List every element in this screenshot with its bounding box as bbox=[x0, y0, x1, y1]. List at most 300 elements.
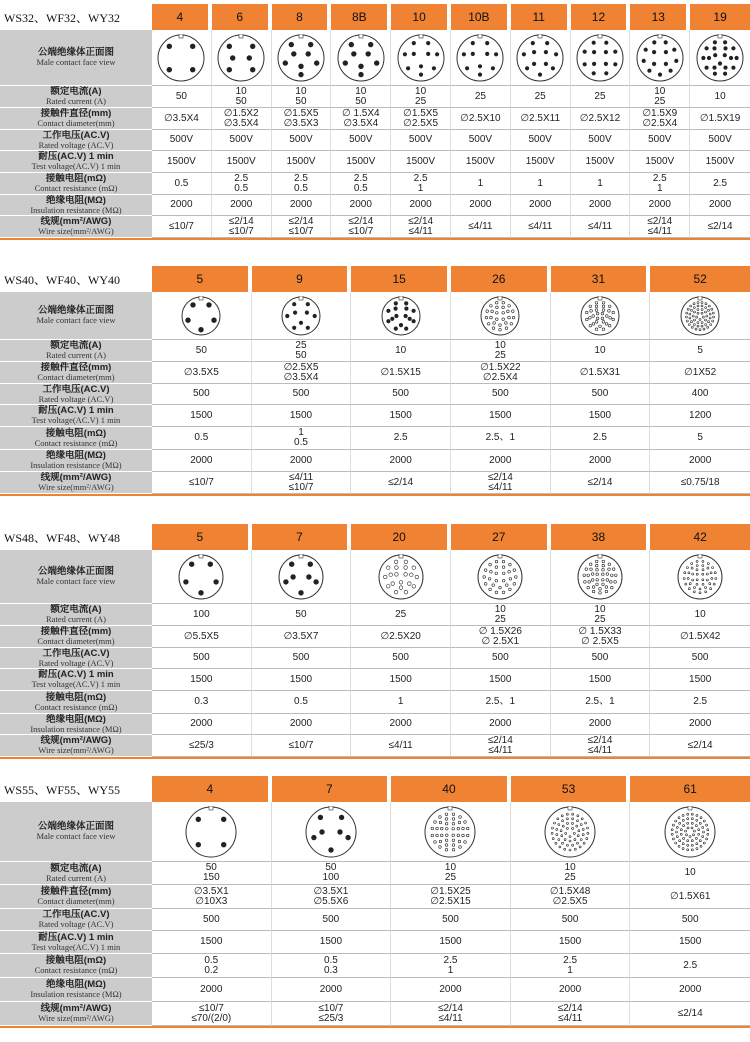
face-view-label bbox=[0, 292, 152, 340]
pin-dot bbox=[585, 311, 588, 314]
voltage-value: 500 bbox=[152, 909, 272, 931]
pin-dot bbox=[702, 568, 704, 570]
pin-dot bbox=[299, 72, 304, 77]
resistance-value: 1 bbox=[451, 173, 511, 195]
voltage-value: 500 bbox=[451, 384, 551, 405]
pin-dot bbox=[467, 834, 470, 837]
pin-dot bbox=[502, 311, 505, 314]
test-value: 1500 bbox=[650, 669, 750, 691]
pin-dot bbox=[565, 832, 567, 834]
pin-dot bbox=[386, 309, 390, 313]
wire-label bbox=[0, 735, 152, 757]
pin-dot bbox=[687, 826, 689, 828]
pin-dot bbox=[459, 821, 462, 824]
pin-dot bbox=[701, 304, 703, 306]
pin-dot bbox=[374, 60, 379, 65]
label-en: Contact diameter(mm) bbox=[37, 896, 115, 906]
pin-dot bbox=[614, 574, 617, 577]
insulation-value: 2000 bbox=[252, 714, 352, 735]
voltage-value: 500 bbox=[152, 384, 252, 405]
label-cn: 工作电压(AC.V) bbox=[42, 909, 110, 920]
diameter-value: ∅2.5X5 ∅3.5X4 bbox=[252, 362, 352, 384]
pin-dot bbox=[506, 583, 509, 586]
pin-dot bbox=[713, 71, 717, 75]
pin-dot bbox=[589, 316, 592, 319]
pin-dot bbox=[595, 564, 598, 567]
pin-dot bbox=[471, 41, 475, 45]
diameter-value: ∅2.5X11 bbox=[511, 108, 571, 130]
pin-dot bbox=[404, 590, 408, 594]
spec-table bbox=[0, 524, 750, 757]
test-label bbox=[0, 669, 152, 691]
spec-row-insulation bbox=[0, 195, 750, 216]
test-value: 1500 bbox=[451, 405, 551, 427]
pin-dot bbox=[610, 586, 613, 589]
pin-dot bbox=[184, 579, 189, 584]
pin-dot bbox=[711, 577, 713, 579]
pin-dot bbox=[580, 823, 582, 825]
pin-dot bbox=[440, 821, 443, 824]
pin-count-header: 10 bbox=[391, 4, 451, 30]
resistance-value: 2.5、1 bbox=[451, 427, 551, 450]
label-en: Contact resistance (mΩ) bbox=[34, 183, 118, 193]
pin-dot bbox=[713, 583, 715, 585]
label-en: Wire size(mm²/AWG) bbox=[38, 482, 114, 492]
resistance-value: 1 0.5 bbox=[252, 427, 352, 450]
pin-count-header: 9 bbox=[252, 266, 352, 292]
diameter-value: ∅1.5X9 ∅2.5X4 bbox=[630, 108, 690, 130]
diameter-value: ∅2.5X10 bbox=[451, 108, 511, 130]
pin-dot bbox=[601, 578, 604, 581]
voltage-value: 500V bbox=[331, 130, 391, 151]
pin-dot bbox=[676, 826, 678, 828]
label-cn: 线规(mm²/AWG) bbox=[40, 216, 112, 227]
pin-dot bbox=[412, 52, 416, 56]
pin-dot bbox=[602, 305, 605, 308]
pin-dot bbox=[446, 843, 449, 846]
pin-dot bbox=[702, 826, 704, 828]
pin-dot bbox=[495, 52, 499, 56]
diameter-value: ∅1.5X48 ∅2.5X5 bbox=[511, 885, 631, 909]
pin-dot bbox=[227, 43, 232, 48]
label-cn: 公端绝缘体正面图 bbox=[37, 566, 114, 577]
pin-dot bbox=[495, 579, 498, 582]
diameter-value: ∅1.5X42 bbox=[650, 626, 750, 648]
pin-dot bbox=[572, 844, 574, 846]
pin-dot bbox=[306, 302, 310, 306]
pin-dot bbox=[587, 574, 590, 577]
voltage-label bbox=[0, 384, 152, 405]
pin-dot bbox=[602, 564, 605, 567]
pin-dot bbox=[601, 312, 604, 315]
label-en: Rated voltage (AC.V) bbox=[38, 657, 114, 668]
pin-dot bbox=[544, 62, 548, 66]
pin-dot bbox=[394, 572, 398, 576]
test-value: 1500V bbox=[451, 151, 511, 173]
contact-face-diagram bbox=[551, 292, 651, 340]
test-value: 1500 bbox=[551, 669, 651, 691]
voltage-label bbox=[0, 130, 152, 151]
test-value: 1500V bbox=[571, 151, 631, 173]
pin-dot bbox=[702, 560, 704, 562]
resistance-value: 2.5 bbox=[690, 173, 750, 195]
spec-row-wire bbox=[0, 1002, 750, 1026]
test-value: 1500 bbox=[451, 669, 551, 691]
pin-dot bbox=[664, 40, 668, 44]
wire-value: ≤2/14 ≤4/11 bbox=[551, 735, 651, 757]
pin-dot bbox=[705, 586, 707, 588]
pin-dot bbox=[713, 316, 715, 318]
pin-dot bbox=[682, 819, 684, 821]
pin-dot bbox=[368, 42, 373, 47]
pin-dot bbox=[664, 50, 668, 54]
pin-dot bbox=[680, 828, 682, 830]
pin-dot bbox=[366, 51, 371, 56]
insulation-value: 2000 bbox=[511, 195, 571, 216]
pin-dot bbox=[313, 314, 317, 318]
diameter-value: ∅1.5X61 bbox=[630, 885, 750, 909]
pin-dot bbox=[446, 817, 449, 820]
pin-dot bbox=[592, 71, 596, 75]
pin-dot bbox=[601, 317, 604, 320]
pin-dot bbox=[694, 319, 696, 321]
pin-dot bbox=[409, 572, 413, 576]
insulation-label bbox=[0, 978, 152, 1002]
wire-value: ≤2/14 bbox=[551, 472, 651, 494]
voltage-value: 500 bbox=[551, 648, 651, 669]
connector-face-icon bbox=[381, 296, 421, 336]
contact-face-diagram bbox=[212, 30, 272, 86]
pin-dot bbox=[394, 565, 398, 569]
pin-dot bbox=[675, 820, 677, 822]
resistance-value: 2.5 bbox=[630, 954, 750, 978]
pin-dot bbox=[682, 842, 684, 844]
pin-dot bbox=[595, 560, 598, 563]
pin-dot bbox=[689, 317, 691, 319]
pin-dot bbox=[673, 837, 675, 839]
label-cn: 公端绝缘体正面图 bbox=[37, 305, 114, 316]
series-title: WS48、WF48、WY48 bbox=[0, 524, 152, 550]
pin-dot bbox=[569, 840, 571, 842]
pin-dot bbox=[683, 577, 685, 579]
pin-dot bbox=[671, 833, 673, 835]
insulation-value: 2000 bbox=[152, 450, 252, 472]
voltage-value: 500 bbox=[351, 384, 451, 405]
voltage-value: 500 bbox=[650, 648, 750, 669]
label-en: Wire size(mm²/AWG) bbox=[38, 745, 114, 755]
pin-dot bbox=[572, 827, 574, 829]
pin-dot bbox=[386, 584, 390, 588]
pin-dot bbox=[485, 316, 488, 319]
test-value: 1500V bbox=[272, 151, 332, 173]
pin-dot bbox=[679, 822, 681, 824]
pin-dot bbox=[703, 820, 705, 822]
wire-value: ≤2/14 ≤4/11 bbox=[391, 1002, 511, 1026]
pin-dot bbox=[561, 814, 563, 816]
pin-dot bbox=[577, 814, 579, 816]
pin-dot bbox=[609, 316, 612, 319]
pin-dot bbox=[383, 575, 387, 579]
pin-dot bbox=[411, 319, 415, 323]
spec-row-insulation bbox=[0, 714, 750, 735]
insulation-value: 2000 bbox=[650, 450, 750, 472]
pin-dot bbox=[415, 575, 419, 579]
pin-dot bbox=[680, 833, 682, 835]
connector-face-icon bbox=[305, 806, 357, 858]
pin-dot bbox=[573, 832, 575, 834]
pin-dot bbox=[559, 845, 561, 847]
resistance-value: 0.3 bbox=[152, 691, 252, 714]
pin-dot bbox=[412, 565, 416, 569]
pin-dot bbox=[683, 824, 685, 826]
label-en: Rated current (A) bbox=[46, 96, 106, 106]
current-value: 50 bbox=[252, 604, 352, 626]
pin-dot bbox=[613, 49, 617, 53]
pin-dot bbox=[691, 562, 693, 564]
insulation-value: 2000 bbox=[391, 978, 511, 1002]
pin-dot bbox=[707, 562, 709, 564]
pin-dot bbox=[446, 839, 449, 842]
pin-dot bbox=[582, 828, 584, 830]
pin-dot bbox=[701, 312, 703, 314]
test-value: 1500 bbox=[252, 669, 352, 691]
resistance-value: 0.5 0.2 bbox=[152, 954, 272, 978]
pin-dot bbox=[711, 308, 713, 310]
current-value: 50 100 bbox=[272, 862, 392, 885]
pin-dot bbox=[222, 816, 227, 821]
pin-dot bbox=[686, 320, 688, 322]
pin-dot bbox=[701, 321, 703, 323]
pin-count-header: 7 bbox=[272, 776, 392, 802]
pin-dot bbox=[196, 842, 201, 847]
contact-face-diagram bbox=[351, 550, 451, 604]
pin-dot bbox=[532, 62, 536, 66]
pin-dot bbox=[479, 72, 483, 76]
pin-dot bbox=[687, 817, 689, 819]
current-value: 100 bbox=[152, 604, 252, 626]
pin-dot bbox=[453, 822, 456, 825]
pin-dot bbox=[499, 586, 502, 589]
pin-dot bbox=[678, 816, 680, 818]
current-value: 10 bbox=[551, 340, 651, 362]
contact-face-diagram bbox=[650, 550, 750, 604]
connector-face-icon bbox=[185, 806, 237, 858]
pin-dot bbox=[490, 570, 493, 573]
label-en: Insulation resistance (MΩ) bbox=[30, 723, 122, 734]
pin-dot bbox=[343, 60, 348, 65]
label-en: Wire size(mm²/AWG) bbox=[38, 1013, 114, 1023]
pin-dot bbox=[558, 838, 560, 840]
spec-row-test bbox=[0, 669, 750, 691]
pin-dot bbox=[191, 302, 196, 307]
connector-face-icon bbox=[178, 554, 224, 600]
pin-dot bbox=[557, 817, 559, 819]
connector-face-icon bbox=[157, 34, 205, 82]
resistance-value: 2.5 1 bbox=[630, 173, 690, 195]
pin-dot bbox=[399, 585, 403, 589]
pin-dot bbox=[709, 582, 711, 584]
label-en: Insulation resistance (MΩ) bbox=[30, 989, 122, 999]
pin-dot bbox=[564, 838, 566, 840]
connector-face-icon bbox=[677, 554, 723, 600]
pin-dot bbox=[250, 67, 255, 72]
resistance-value: 1 bbox=[511, 173, 571, 195]
pin-dot bbox=[691, 844, 693, 846]
pin-dot bbox=[687, 813, 689, 815]
pin-dot bbox=[412, 41, 416, 45]
pin-dot bbox=[199, 327, 204, 332]
spec-row-resistance bbox=[0, 954, 750, 978]
pin-dot bbox=[644, 47, 648, 51]
contact-face-diagram bbox=[152, 30, 212, 86]
pin-dot bbox=[591, 572, 594, 575]
pin-dot bbox=[686, 316, 688, 318]
pin-dot bbox=[567, 822, 569, 824]
resistance-value: 0.5 0.3 bbox=[272, 954, 392, 978]
pin-dot bbox=[496, 311, 499, 314]
test-value: 1200 bbox=[650, 405, 750, 427]
pin-dot bbox=[532, 50, 536, 54]
pin-dot bbox=[502, 560, 505, 563]
pin-dot bbox=[291, 51, 296, 56]
wire-value: ≤4/11 bbox=[351, 735, 451, 757]
pin-count-header: 7 bbox=[252, 524, 352, 550]
resistance-label bbox=[0, 691, 152, 714]
pin-dot bbox=[691, 309, 693, 311]
connector-face-icon bbox=[680, 296, 720, 336]
diameter-value: ∅1.5X15 bbox=[351, 362, 451, 384]
series-title: WS32、WF32、WY32 bbox=[0, 4, 152, 30]
pin-dot bbox=[509, 563, 512, 566]
pin-dot bbox=[453, 843, 456, 846]
current-value: 25 bbox=[571, 86, 631, 108]
pin-dot bbox=[406, 66, 410, 70]
test-value: 1500V bbox=[690, 151, 750, 173]
pin-dot bbox=[694, 586, 696, 588]
spec-row-insulation bbox=[0, 978, 750, 1002]
pin-dot bbox=[688, 571, 690, 573]
connector-face-icon bbox=[516, 34, 564, 82]
pin-dot bbox=[441, 827, 444, 830]
wire-value: ≤2/14 ≤4/11 bbox=[511, 1002, 631, 1026]
pin-dot bbox=[404, 326, 408, 330]
pin-dot bbox=[577, 819, 579, 821]
pin-dot bbox=[696, 842, 698, 844]
pin-dot bbox=[306, 326, 310, 330]
pin-dot bbox=[702, 56, 706, 60]
pin-dot bbox=[291, 574, 296, 579]
pin-dot bbox=[672, 47, 676, 51]
test-label bbox=[0, 405, 152, 427]
insulation-value: 2000 bbox=[650, 714, 750, 735]
pin-dot bbox=[699, 839, 701, 841]
diameter-value: ∅1.5X5 ∅3.5X3 bbox=[272, 108, 332, 130]
pin-dot bbox=[583, 62, 587, 66]
pin-dot bbox=[569, 849, 571, 851]
contact-face-diagram bbox=[630, 802, 750, 862]
current-value: 25 50 bbox=[252, 340, 352, 362]
pin-dot bbox=[585, 822, 587, 824]
pin-dot bbox=[652, 62, 656, 66]
pin-dot bbox=[707, 326, 709, 328]
label-cn: 公端绝缘体正面图 bbox=[37, 821, 114, 832]
pin-dot bbox=[708, 320, 710, 322]
current-value: 25 bbox=[351, 604, 451, 626]
series-section bbox=[0, 4, 750, 240]
pin-dot bbox=[688, 587, 690, 589]
voltage-value: 400 bbox=[650, 384, 750, 405]
wire-value: ≤2/14 bbox=[690, 216, 750, 238]
current-label bbox=[0, 340, 152, 362]
section-divider bbox=[0, 494, 750, 496]
pin-dot bbox=[703, 842, 705, 844]
test-label bbox=[0, 151, 152, 173]
current-value: 10 25 bbox=[551, 604, 651, 626]
current-value: 10 25 bbox=[451, 604, 551, 626]
pin-dot bbox=[471, 52, 475, 56]
wire-value: ≤2/14 ≤4/11 bbox=[451, 472, 551, 494]
current-value: 10 25 bbox=[391, 86, 451, 108]
label-en: Rated voltage (AC.V) bbox=[38, 919, 114, 929]
voltage-value: 500V bbox=[630, 130, 690, 151]
pin-dot bbox=[718, 61, 722, 65]
label-cn: 额定电流(A) bbox=[50, 862, 102, 874]
pin-dot bbox=[495, 572, 498, 575]
pin-dot bbox=[499, 328, 502, 331]
pin-dot bbox=[696, 583, 698, 585]
spec-row-diameter bbox=[0, 885, 750, 909]
label-cn: 工作电压(AC.V) bbox=[42, 384, 110, 395]
label-en: Contact resistance (mΩ) bbox=[34, 701, 118, 712]
insulation-value: 2000 bbox=[451, 450, 551, 472]
resistance-value: 2.5 1 bbox=[511, 954, 631, 978]
connector-face-icon bbox=[664, 806, 716, 858]
pin-dot bbox=[503, 579, 506, 582]
pin-dot bbox=[592, 40, 596, 44]
spec-table bbox=[0, 776, 750, 1026]
insulation-value: 2000 bbox=[690, 195, 750, 216]
pin-dot bbox=[512, 309, 515, 312]
label-en: Contact diameter(mm) bbox=[37, 372, 115, 382]
pin-count-header: 5 bbox=[152, 266, 252, 292]
pin-dot bbox=[647, 68, 651, 72]
test-label bbox=[0, 931, 152, 954]
pin-dot bbox=[190, 561, 195, 566]
pin-dot bbox=[292, 302, 296, 306]
pin-dot bbox=[339, 815, 344, 820]
contact-face-diagram bbox=[511, 30, 571, 86]
label-en: Male contact face view bbox=[36, 57, 116, 67]
pin-dot bbox=[683, 837, 685, 839]
pin-dot bbox=[227, 67, 232, 72]
label-en: Contact diameter(mm) bbox=[37, 636, 115, 646]
voltage-value: 500 bbox=[551, 384, 651, 405]
pin-dot bbox=[556, 833, 558, 835]
wire-value: ≤10/7 ≤25/3 bbox=[272, 1002, 392, 1026]
pin-dot bbox=[403, 572, 407, 576]
pin-dot bbox=[247, 55, 252, 60]
pin-dot bbox=[546, 41, 550, 45]
pin-count-header: 19 bbox=[690, 4, 750, 30]
label-cn: 接触电阻(mΩ) bbox=[45, 955, 107, 966]
diameter-value: ∅ 1.5X26 ∅ 2.5X1 bbox=[451, 626, 551, 648]
pin-dot bbox=[595, 301, 598, 304]
connector-face-icon bbox=[181, 296, 221, 336]
pin-dot bbox=[698, 833, 700, 835]
diameter-label bbox=[0, 362, 152, 384]
face-view-row bbox=[0, 292, 750, 340]
pin-dot bbox=[602, 320, 605, 323]
